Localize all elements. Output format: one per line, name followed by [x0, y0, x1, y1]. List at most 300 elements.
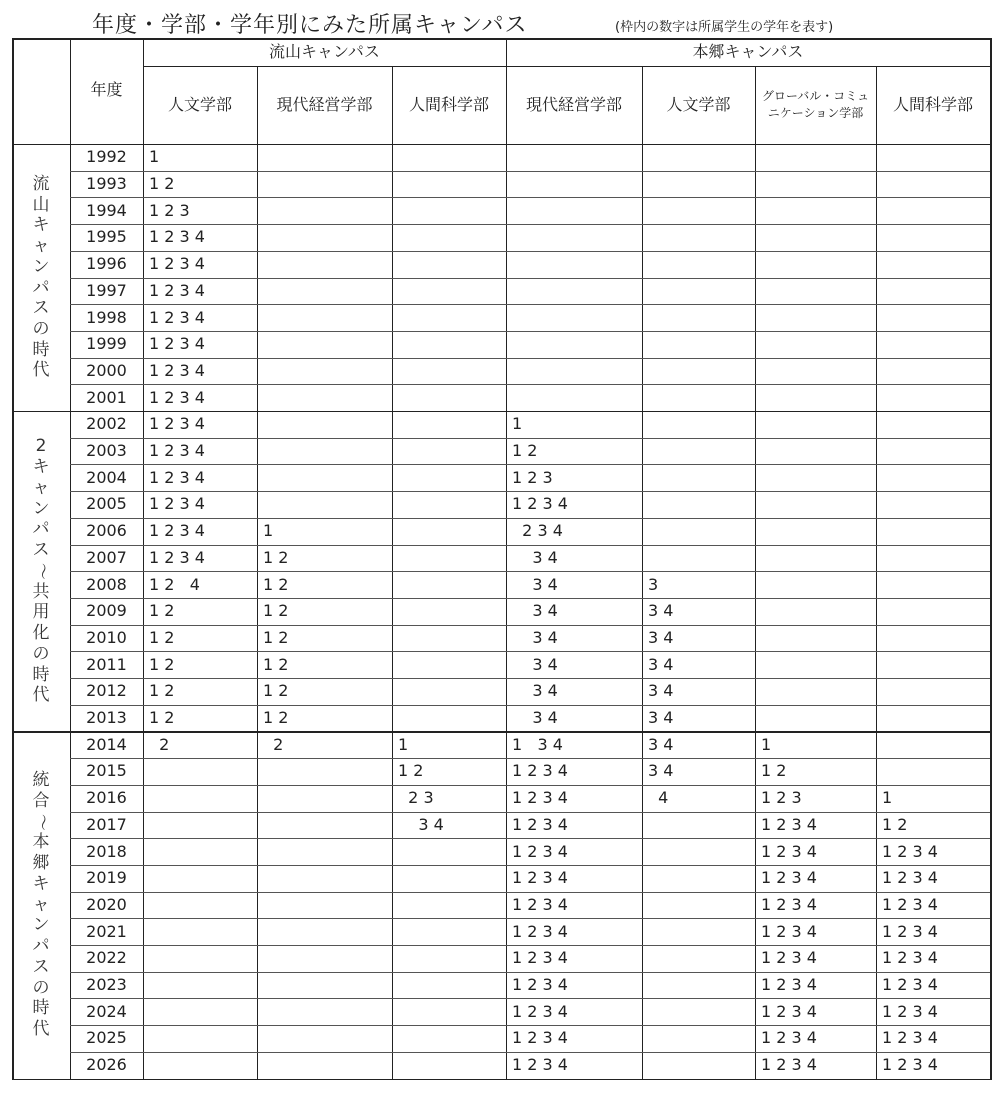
grade-cell [257, 918, 392, 945]
year-cell: 2011 [86, 654, 127, 674]
grade-cell: 1 2 3 4 [149, 227, 205, 247]
grade-cell: 1 2 3 4 [761, 948, 817, 968]
grade-cell [876, 224, 990, 251]
year-cell: 2006 [86, 521, 127, 541]
grade-cell: 1 2 4 [149, 574, 200, 594]
grade-cell [257, 491, 392, 518]
year-cell: 2014 [86, 734, 127, 754]
grade-cell [392, 304, 506, 331]
grade-cell [257, 224, 392, 251]
grid-line [143, 38, 144, 1079]
grade-cell [642, 892, 755, 919]
grade-cell: 3 4 [648, 654, 674, 674]
grade-cell: 1 2 3 4 [882, 1055, 938, 1075]
grade-cell: 1 2 3 4 [149, 441, 205, 461]
grade-cell: 1 2 3 4 [882, 975, 938, 995]
grade-cell [143, 865, 257, 892]
grade-cell [392, 571, 506, 598]
grade-cell [642, 1025, 755, 1052]
year-cell: 2003 [86, 441, 127, 461]
grade-cell: 3 4 [512, 547, 558, 567]
year-cell: 1998 [86, 307, 127, 327]
grade-cell [876, 758, 990, 785]
grade-cell [876, 358, 990, 385]
grid-line [876, 66, 877, 1079]
grade-cell: 1 2 3 4 [149, 360, 205, 380]
faculty-column-header: 現代経営学部 [276, 95, 373, 114]
grid-line [506, 38, 507, 1079]
year-cell: 2015 [86, 761, 127, 781]
grade-cell: 1 2 [263, 574, 289, 594]
grade-cell: 1 2 3 4 [149, 494, 205, 514]
grade-cell [755, 464, 876, 491]
year-cell: 1996 [86, 254, 127, 274]
grade-cell [876, 171, 990, 198]
grade-cell: 1 2 3 4 [761, 1055, 817, 1075]
grade-cell [506, 251, 642, 278]
grade-cell [755, 331, 876, 358]
grade-cell [392, 464, 506, 491]
grade-cell [392, 144, 506, 171]
grade-cell [143, 998, 257, 1025]
grade-cell: 1 2 3 4 [512, 868, 568, 888]
year-cell: 2017 [86, 814, 127, 834]
grid-line [70, 358, 990, 359]
grade-cell [143, 972, 257, 999]
grade-cell [506, 331, 642, 358]
grade-cell [642, 358, 755, 385]
grade-cell [876, 731, 990, 758]
grade-cell [876, 411, 990, 438]
year-cell: 2022 [86, 948, 127, 968]
grade-cell [876, 491, 990, 518]
grade-cell: 1 2 3 4 [512, 1028, 568, 1048]
grade-cell [642, 545, 755, 572]
grade-cell: 1 [882, 788, 893, 808]
grade-cell [642, 491, 755, 518]
grade-cell [755, 678, 876, 705]
year-cell: 2012 [86, 681, 127, 701]
grade-cell: 1 2 3 4 [149, 280, 205, 300]
grade-cell [876, 384, 990, 411]
grade-cell [876, 598, 990, 625]
grade-cell: 1 2 3 4 [761, 1028, 817, 1048]
era-label: 2 キ ャ ン パ ス 〜 共 用 化 の 時 代 [31, 436, 52, 706]
grade-cell [506, 224, 642, 251]
grade-cell: 1 [263, 521, 274, 541]
grade-cell: 1 [512, 414, 523, 434]
grade-cell [642, 144, 755, 171]
year-cell: 1997 [86, 280, 127, 300]
year-cell: 2021 [86, 921, 127, 941]
grade-cell: 1 2 3 4 [512, 841, 568, 861]
grade-cell [392, 331, 506, 358]
year-cell: 2024 [86, 1001, 127, 1021]
grade-cell: 1 2 3 4 [512, 788, 568, 808]
grade-cell: 1 2 3 4 [882, 1028, 938, 1048]
grade-cell [755, 625, 876, 652]
grid-line [70, 758, 990, 759]
grade-cell [392, 838, 506, 865]
grade-cell: 1 2 3 [761, 788, 802, 808]
grid-line [70, 571, 990, 572]
grade-cell: 1 2 3 4 [882, 948, 938, 968]
grade-cell: 1 2 3 4 [149, 547, 205, 567]
grade-cell [755, 304, 876, 331]
grade-cell: 1 2 3 [149, 200, 190, 220]
grid-line [70, 838, 990, 839]
grade-cell: 1 2 3 4 [512, 975, 568, 995]
grid-line [70, 38, 71, 1079]
grade-cell: 1 2 3 4 [149, 334, 205, 354]
grade-cell [257, 758, 392, 785]
year-cell: 2007 [86, 547, 127, 567]
year-cell: 2000 [86, 360, 127, 380]
grid-line [12, 38, 990, 40]
grade-cell [642, 972, 755, 999]
grade-cell [257, 945, 392, 972]
grid-line [70, 518, 990, 519]
grade-cell: 3 4 [398, 814, 444, 834]
grade-cell: 1 2 [263, 681, 289, 701]
grade-cell [143, 838, 257, 865]
grade-cell: 1 2 [263, 654, 289, 674]
grade-cell [257, 972, 392, 999]
grade-cell [755, 224, 876, 251]
grid-line [12, 1079, 990, 1081]
grid-line [70, 438, 990, 439]
grade-cell [755, 518, 876, 545]
grade-cell: 1 2 3 4 [149, 467, 205, 487]
grade-cell [755, 384, 876, 411]
grade-cell: 1 [149, 147, 160, 167]
grade-cell [642, 384, 755, 411]
grade-cell [392, 972, 506, 999]
grid-line [70, 918, 990, 919]
grade-cell: 2 [149, 734, 170, 754]
grade-cell [392, 197, 506, 224]
grade-cell [876, 571, 990, 598]
grade-cell [642, 812, 755, 839]
year-cell: 2018 [86, 841, 127, 861]
grade-cell: 1 2 [149, 708, 175, 728]
grade-cell [143, 945, 257, 972]
grade-cell [755, 491, 876, 518]
grade-cell: 2 3 [398, 788, 434, 808]
grade-cell: 1 2 3 4 [512, 814, 568, 834]
grade-cell: 1 3 4 [512, 734, 563, 754]
year-cell: 1992 [86, 147, 127, 167]
grid-line [70, 865, 990, 866]
grade-cell: 1 2 [512, 441, 538, 461]
grade-cell [876, 678, 990, 705]
grade-cell: 1 2 3 4 [149, 387, 205, 407]
grade-cell [506, 171, 642, 198]
grid-line [70, 945, 990, 946]
grade-cell [642, 998, 755, 1025]
grade-cell [392, 1052, 506, 1079]
grade-cell [392, 651, 506, 678]
grade-cell [392, 945, 506, 972]
grade-cell: 2 3 4 [512, 521, 563, 541]
grade-cell [143, 812, 257, 839]
grade-cell [143, 892, 257, 919]
grade-cell [876, 304, 990, 331]
grade-cell: 1 2 3 4 [149, 307, 205, 327]
grade-cell [257, 464, 392, 491]
grade-cell: 3 4 [512, 574, 558, 594]
grade-cell [755, 571, 876, 598]
grade-cell [755, 144, 876, 171]
grade-cell [257, 331, 392, 358]
grade-cell: 1 2 3 4 [512, 894, 568, 914]
grade-cell: 1 2 3 4 [882, 921, 938, 941]
grade-cell [257, 171, 392, 198]
grade-cell [642, 918, 755, 945]
grade-cell: 1 2 3 4 [882, 841, 938, 861]
era-label: 統 合 〜 本 郷 キ ャ ン パ ス の 時 代 [31, 770, 52, 1039]
grade-cell: 3 4 [648, 734, 674, 754]
era-label: 流 山 キ ャ ン パ ス の 時 代 [32, 173, 50, 381]
year-cell: 2001 [86, 387, 127, 407]
grade-cell [642, 838, 755, 865]
grade-cell [392, 598, 506, 625]
grade-cell [642, 331, 755, 358]
campus-group-header-nagareyama: 流山キャンパス [269, 42, 380, 61]
grade-cell [876, 705, 990, 732]
campus-group-header-hongo: 本郷キャンパス [692, 42, 804, 61]
grid-line [12, 144, 990, 145]
grade-cell: 1 [398, 734, 409, 754]
grid-line [70, 278, 990, 279]
grade-cell [755, 438, 876, 465]
year-cell: 2025 [86, 1028, 127, 1048]
grade-cell: 1 2 [149, 627, 175, 647]
grade-cell [506, 144, 642, 171]
grade-cell: 3 4 [512, 601, 558, 621]
grid-line [70, 224, 990, 225]
grid-line [70, 678, 990, 679]
grade-cell: 1 2 3 4 [512, 1001, 568, 1021]
grade-cell: 1 [761, 734, 772, 754]
grade-cell [642, 518, 755, 545]
grade-cell: 1 2 3 4 [512, 494, 568, 514]
grade-cell [506, 384, 642, 411]
grade-cell [257, 785, 392, 812]
grade-cell: 3 [648, 574, 659, 594]
grade-cell: 1 2 [263, 601, 289, 621]
grade-cell: 1 2 3 4 [512, 1055, 568, 1075]
grade-cell: 3 4 [648, 761, 674, 781]
grid-line [70, 625, 990, 626]
grade-cell [876, 518, 990, 545]
year-cell: 2002 [86, 414, 127, 434]
grid-line [12, 38, 14, 1079]
grade-cell [392, 625, 506, 652]
year-cell: 2023 [86, 975, 127, 995]
grid-line [70, 705, 990, 706]
grade-cell: 1 2 3 4 [761, 841, 817, 861]
grade-cell [392, 865, 506, 892]
year-cell: 1993 [86, 174, 127, 194]
grid-line [70, 331, 990, 332]
grade-cell [876, 278, 990, 305]
grade-cell [257, 998, 392, 1025]
grade-cell: 4 [648, 788, 669, 808]
grade-cell [392, 171, 506, 198]
grade-cell [392, 1025, 506, 1052]
grade-cell [392, 384, 506, 411]
grade-cell [642, 251, 755, 278]
grid-line [70, 464, 990, 465]
faculty-column-header: 人間科学部 [892, 95, 973, 114]
grade-cell: 3 4 [648, 681, 674, 701]
grade-cell [876, 251, 990, 278]
grade-cell: 1 2 [149, 601, 175, 621]
grade-cell [392, 411, 506, 438]
faculty-column-header: 現代経営学部 [525, 95, 622, 114]
grade-cell [392, 705, 506, 732]
grade-cell: 1 2 3 4 [761, 814, 817, 834]
grid-line [70, 197, 990, 198]
grade-cell [257, 411, 392, 438]
year-cell: 2010 [86, 627, 127, 647]
grade-cell: 2 [263, 734, 284, 754]
grade-cell [755, 705, 876, 732]
grade-cell: 1 2 [263, 627, 289, 647]
grade-cell: 1 2 3 4 [882, 868, 938, 888]
grid-line [990, 38, 992, 1080]
year-cell: 2019 [86, 868, 127, 888]
year-cell: 2008 [86, 574, 127, 594]
grade-cell [392, 998, 506, 1025]
grade-cell: 1 2 3 4 [512, 921, 568, 941]
grade-cell: 1 2 [761, 761, 787, 781]
grade-cell: 1 2 3 4 [149, 254, 205, 274]
grade-cell [257, 838, 392, 865]
grade-cell [642, 224, 755, 251]
grid-line [12, 731, 990, 732]
grade-cell: 1 2 3 4 [512, 948, 568, 968]
grid-line [70, 545, 990, 546]
grade-cell [392, 224, 506, 251]
grid-line [70, 384, 990, 385]
grade-cell: 1 2 3 4 [149, 414, 205, 434]
grade-cell [876, 331, 990, 358]
grade-cell: 3 4 [512, 627, 558, 647]
grid-line [70, 598, 990, 599]
grid-line [257, 66, 258, 1079]
grade-cell [876, 464, 990, 491]
grid-line [70, 812, 990, 813]
grade-cell [257, 251, 392, 278]
grade-cell: 1 2 [149, 174, 175, 194]
grade-cell: 3 4 [648, 708, 674, 728]
grade-cell [642, 278, 755, 305]
grade-cell: 1 2 3 4 [149, 521, 205, 541]
grade-cell: 3 4 [648, 601, 674, 621]
grade-cell: 1 2 3 4 [761, 894, 817, 914]
grade-cell: 1 2 3 4 [761, 868, 817, 888]
grade-cell [392, 678, 506, 705]
year-cell: 1994 [86, 200, 127, 220]
grade-cell: 1 2 3 4 [761, 921, 817, 941]
grade-cell [642, 438, 755, 465]
faculty-column-header: グローバル・コミュニケーション学部 [761, 88, 870, 120]
grade-cell [876, 438, 990, 465]
grid-line [70, 1025, 990, 1026]
grade-cell: 1 2 3 4 [882, 1001, 938, 1021]
grid-line [70, 171, 990, 172]
table-note: (枠内の数字は所属学生の学年を表す) [615, 20, 834, 35]
grade-cell [642, 945, 755, 972]
grade-cell [876, 144, 990, 171]
grade-cell [257, 197, 392, 224]
year-cell: 2009 [86, 601, 127, 621]
grade-cell: 1 2 [398, 761, 424, 781]
grade-cell [642, 464, 755, 491]
grade-cell [392, 918, 506, 945]
grade-cell [143, 1025, 257, 1052]
grade-cell [876, 651, 990, 678]
grade-cell [755, 411, 876, 438]
grade-cell [392, 518, 506, 545]
grade-cell [257, 1025, 392, 1052]
grade-cell [755, 358, 876, 385]
grade-cell [876, 197, 990, 224]
grid-line [70, 892, 990, 893]
grade-cell: 1 2 3 [512, 467, 553, 487]
grade-cell [392, 251, 506, 278]
grade-cell [257, 358, 392, 385]
grade-cell [257, 144, 392, 171]
grade-cell [392, 278, 506, 305]
grade-cell [642, 304, 755, 331]
grade-cell [257, 865, 392, 892]
grade-cell [257, 384, 392, 411]
grade-cell [506, 304, 642, 331]
year-cell: 2005 [86, 494, 127, 514]
grade-cell [755, 197, 876, 224]
grade-cell: 3 4 [512, 681, 558, 701]
grid-line [70, 785, 990, 786]
grade-cell [876, 625, 990, 652]
grade-cell [642, 171, 755, 198]
grid-line [642, 66, 643, 1079]
grade-cell [642, 865, 755, 892]
grid-line [70, 1052, 990, 1053]
year-cell: 1999 [86, 334, 127, 354]
grade-cell [143, 758, 257, 785]
grade-cell: 1 2 3 4 [761, 1001, 817, 1021]
page-title: 年度・学部・学年別にみた所属キャンパス [92, 13, 528, 38]
grade-cell [392, 438, 506, 465]
year-cell: 2020 [86, 894, 127, 914]
grade-cell [392, 491, 506, 518]
grid-line [12, 411, 990, 412]
grade-cell [755, 598, 876, 625]
grade-cell [143, 785, 257, 812]
grade-cell [392, 545, 506, 572]
faculty-column-header: 人文学部 [666, 95, 731, 114]
faculty-column-header: 人文学部 [167, 95, 232, 114]
grade-cell: 1 2 [149, 654, 175, 674]
grade-cell [755, 651, 876, 678]
grade-cell [257, 1052, 392, 1079]
grade-cell [755, 171, 876, 198]
grade-cell: 3 4 [512, 708, 558, 728]
grade-cell [506, 278, 642, 305]
